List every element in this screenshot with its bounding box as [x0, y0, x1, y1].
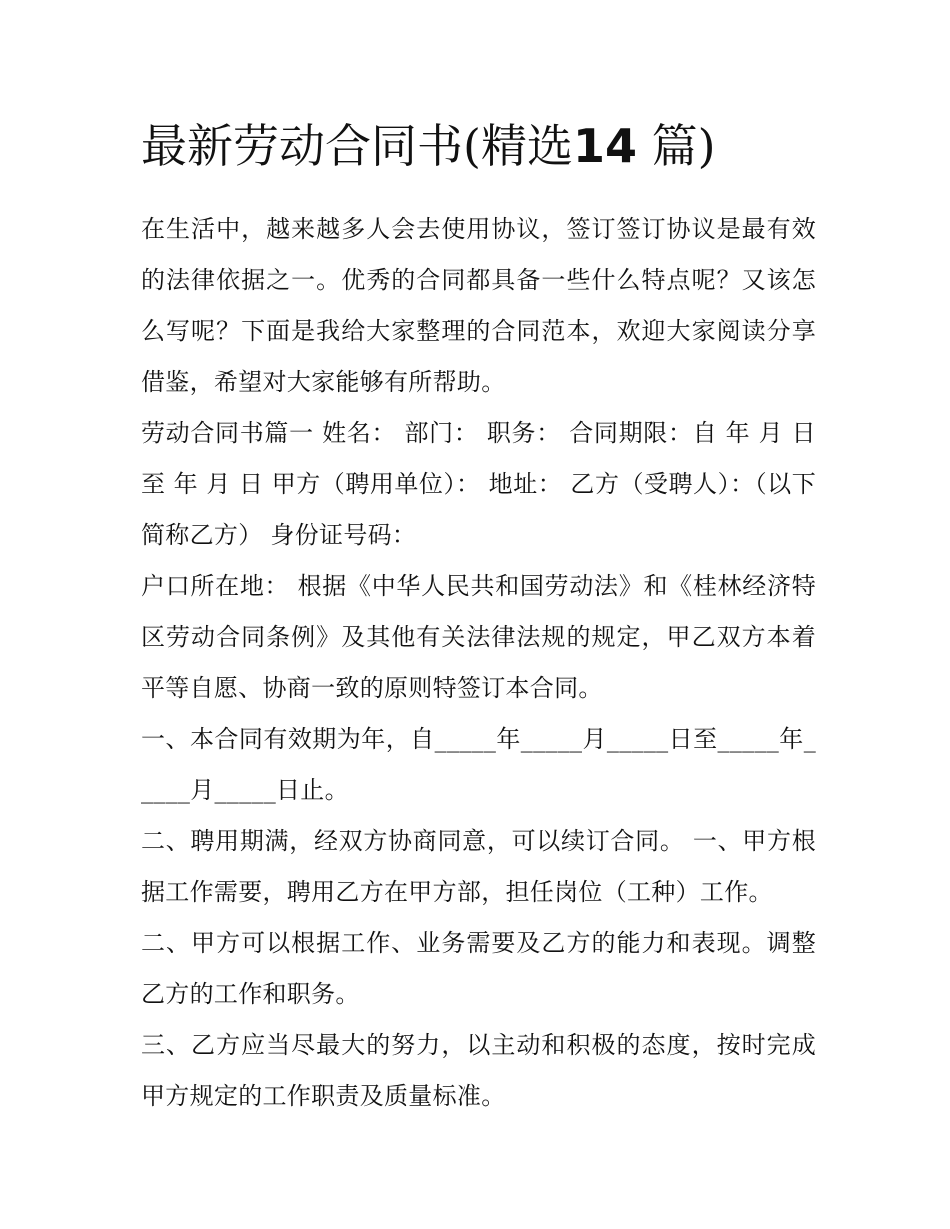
- title-text: 最新劳动合同书(精选: [141, 119, 573, 173]
- intro-paragraph: 在生活中，越来越多人会去使用协议，签订签订协议是最有效的法律依据之一。优秀的合同都具备一些什么特点呢？又该怎么写呢？下面是我给大家整理的合同范本，欢迎大家阅读分享借鉴，希望对大家能够有所帮助。: [141, 215, 816, 396]
- document-page: [141, 110, 816, 1122]
- contract-header-paragraph: 劳动合同书篇一 姓名： 部门： 职务： 合同期限：自 年 月 日 至 年 月 日 甲方（聘用单位）： 地址： 乙方（受聘人）：（以下简称乙方） 身份证号码：: [141, 419, 816, 549]
- title-suffix: 篇): [636, 119, 716, 173]
- term-paragraph: 一、本合同有效期为年，自_____年_____月_____日至_____年_____月_____日止。: [141, 725, 816, 804]
- duty-standard-paragraph: 三、乙方应当尽最大的努力，以主动和积极的态度，按时完成甲方规定的工作职责及质量标准。: [141, 1031, 816, 1110]
- document-title: [141, 110, 816, 182]
- renewal-paragraph: 二、聘用期满，经双方协商同意，可以续订合同。 一、甲方根据工作需要，聘用乙方在甲方部，担任岗位（工种）工作。: [141, 827, 816, 906]
- title-number: 14: [572, 119, 637, 173]
- legal-basis-paragraph: 户口所在地： 根据《中华人民共和国劳动法》和《桂林经济特区劳动合同条例》及其他有关法律法规的规定，甲乙双方本着平等自愿、协商一致的原则特签订本合同。: [141, 572, 816, 702]
- duty-adjust-paragraph: 二、甲方可以根据工作、业务需要及乙方的能力和表现。调整乙方的工作和职务。: [141, 929, 816, 1008]
